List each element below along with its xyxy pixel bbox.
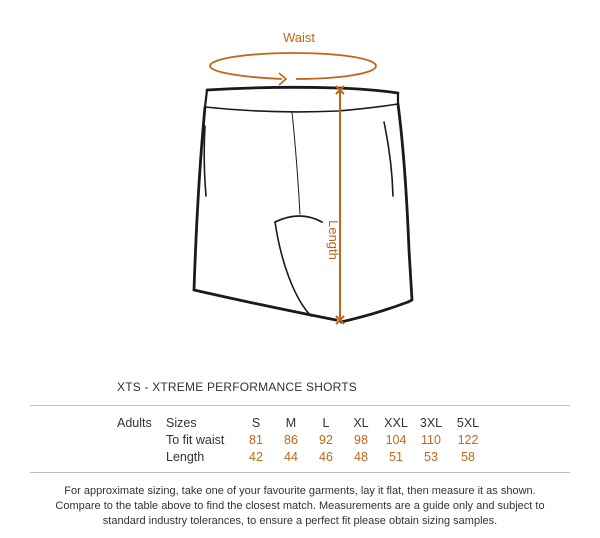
row-label-sizes: Sizes — [166, 416, 197, 430]
length-value: 51 — [389, 450, 403, 464]
size-header: 3XL — [419, 416, 443, 430]
row-label-waist: To fit waist — [166, 433, 225, 447]
sizing-note-line: Compare to the table above to find the closest match. Measurements are a guide only and subject to — [55, 500, 545, 512]
size-header: XL — [353, 416, 369, 430]
sizing-note-line: For approximate sizing, take one of your favourite garments, lay it flat, then measure it as shown. — [64, 485, 536, 497]
size-table — [0, 414, 600, 468]
size-header: L — [322, 416, 330, 430]
waist-label: Waist — [282, 30, 316, 45]
length-measure-icon — [336, 86, 344, 324]
waist-value: 98 — [354, 433, 368, 447]
row-label-length: Length — [166, 450, 205, 464]
product-title: XTS - XTREME PERFORMANCE SHORTS — [117, 380, 358, 394]
length-label: Length — [326, 220, 341, 260]
length-value: 53 — [424, 450, 438, 464]
length-value: 48 — [354, 450, 368, 464]
table-top-divider — [30, 405, 570, 406]
waist-value: 81 — [249, 433, 263, 447]
waist-value: 92 — [319, 433, 333, 447]
waist-value: 86 — [284, 433, 298, 447]
table-group-label: Adults — [117, 416, 152, 430]
length-value: 46 — [319, 450, 333, 464]
waist-value: 122 — [457, 433, 479, 447]
waist-value: 110 — [421, 433, 441, 447]
size-header: 5XL — [456, 416, 480, 430]
length-value: 58 — [461, 450, 475, 464]
waist-measure-icon — [210, 53, 376, 85]
length-value: 42 — [249, 450, 263, 464]
table-bottom-divider — [30, 472, 570, 473]
sizing-note — [20, 484, 580, 529]
size-header: XXL — [384, 416, 408, 430]
size-header: M — [285, 416, 297, 430]
waist-value: 104 — [385, 433, 407, 447]
shorts-outline-icon — [194, 87, 412, 322]
length-value: 44 — [284, 450, 298, 464]
sizing-note-line: standard industry tolerances, to ensure a perfect fit please obtain sizing samples. — [102, 515, 498, 527]
size-header: S — [251, 416, 261, 430]
